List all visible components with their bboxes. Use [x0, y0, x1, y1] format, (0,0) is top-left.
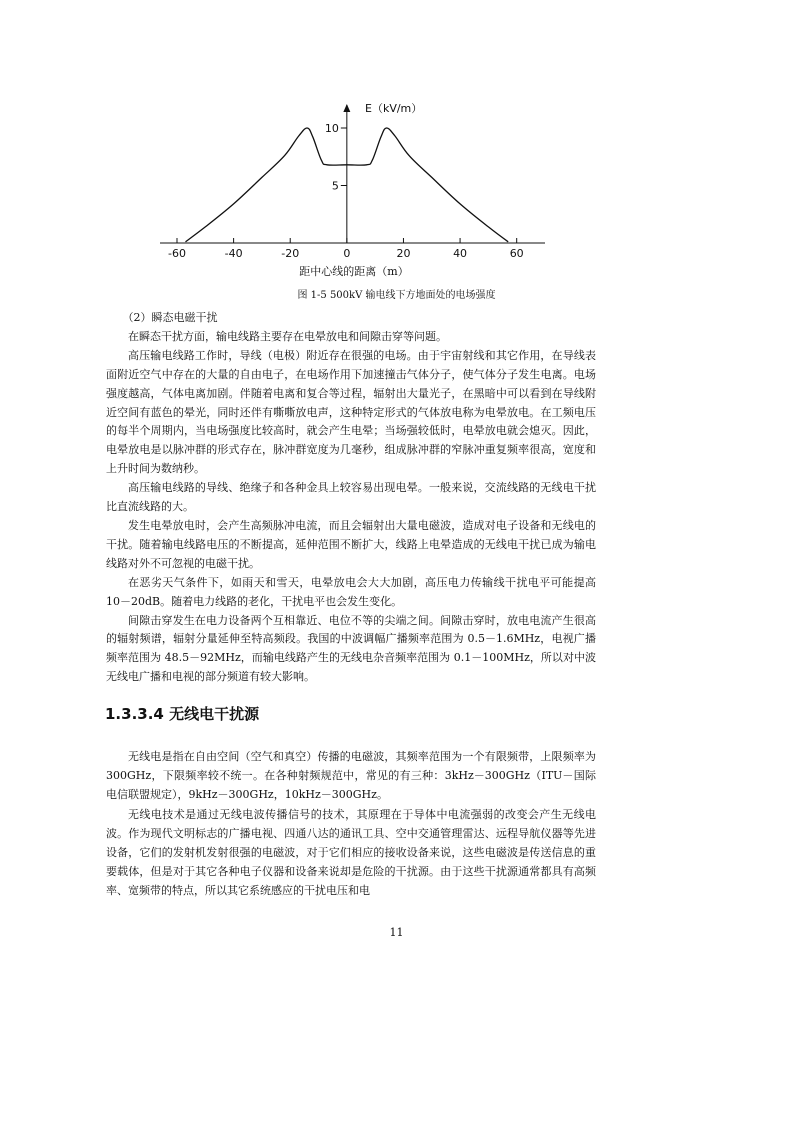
- x-tick-label: 60: [509, 247, 524, 260]
- chart-ticks: [168, 122, 524, 260]
- chart-axes: [160, 104, 545, 243]
- paragraph: 在瞬态干扰方面，输电线路主要存在电晕放电和间隙击穿等问题。: [128, 329, 447, 343]
- paragraph: 无线电是指在自由空间（空气和真空）传播的电磁波，其频率范围为一个有限频带，上限频率为 300GHz，下限频率较不统一。在各种射频规范中，常见的有三种：3kHz－300GHz（ITU－国际电信联盟规定），9kHz－300GHz，10kHz－300GHz。: [106, 750, 596, 802]
- x-axis-label: 距中心线的距离（m）: [299, 265, 409, 278]
- paragraph: 无线电技术是通过无线电波传播信号的技术，其原理在于导体中电流强弱的改变会产生无线电波。作为现代文明标志的广播电视、四通八达的通讯工具、空中交通管理雷达、远程导航仪器等先进设备，它们的发射机发射很强的电磁波，对于它们相应的接收设备来说，这些电磁波是传送信息的重要载体，但是对于其它各种电子仪器和设备来说却是危险的干扰源。由于这些干扰源通常都具有高频率、宽频带的特点，所以其它系统感应的干扰电压和电: [106, 807, 596, 898]
- page-number: 11: [389, 926, 404, 939]
- x-tick-label: 0: [343, 247, 351, 260]
- y-tick-label: 5: [331, 179, 339, 193]
- paragraph: 高压输电线路工作时，导线（电极）附近存在很强的电场。由于宇宙射线和其它作用，在导线表面附近空气中存在的大量的自由电子，在电场作用下加速撞击气体分子，使气体分子发生电离。电场强度越高，气体电离加剧。伴随着电离和复合等过程，辐射出大量光子，在黑暗中可以看到在导线附近空间有蓝色的晕光，同时还伴有嘶嘶放电声，这种特定形式的气体放电称为电晕放电。在工频电压的每半个周期内，当电场强度比较高时，就会产生电晕；当场强较低时，电晕放电就会熄灭。因此，电晕放电是以脉冲群的形式存在，脉冲群宽度为几毫秒，组成脉冲群的窄脉冲重复频率很高，宽度和上升时间为数纳秒。: [106, 348, 596, 476]
- paragraph: 高压输电线路的导线、绝缘子和各种金具上较容易出现电晕。一般来说，交流线路的无线电干扰比直流线路的大。: [106, 481, 596, 514]
- section-transient-interference: [106, 309, 596, 687]
- subheading: （2）瞬态电磁干扰: [122, 311, 218, 324]
- figure-caption: 图 1-5 500kV 输电线下方地面处的电场强度: [297, 290, 496, 301]
- x-tick-label: -60: [168, 247, 186, 260]
- x-tick-label: 40: [453, 247, 468, 260]
- paragraph: 在恶劣天气条件下，如雨天和雪天，电晕放电会大大加剧，高压电力传输线干扰电平可能提高 10－20dB。随着电力线路的老化，干扰电平也会发生变化。: [106, 575, 596, 608]
- y-axis-label: E（kV/m）: [365, 102, 423, 115]
- x-tick-label: -40: [224, 247, 243, 260]
- x-tick-label: -20: [281, 247, 300, 260]
- paragraph: 发生电晕放电时，会产生高频脉冲电流，而且会辐射出大量电磁波，造成对电子设备和无线电的干扰。随着输电线路电压的不断提高，延伸范围不断扩大，线路上电晕造成的无线电干扰已成为输电线路对外不可忽视的电磁干扰。: [106, 518, 596, 570]
- section-radio-interference: [106, 747, 596, 901]
- y-tick-label: 10: [324, 122, 339, 135]
- paragraph: 间隙击穿发生在电力设备两个互相靠近、电位不等的尖端之间。间隙击穿时，放电电流产生很高的辐射频谱，辐射分量延伸至特高频段。我国的中波调幅广播频率范围为 0.5－1.6MHz，电视广播频率范围为 48.5－92MHz，而输电线路产生的无线电杂音频率范围为 0.1－100MHz，所以对中波无线电广播和电视的部分频道有较大影响。: [106, 613, 596, 684]
- section-heading: 1.3.3.4 无线电干扰源: [105, 705, 260, 723]
- electric-field-chart: [150, 95, 560, 285]
- x-tick-label: 20: [396, 247, 411, 260]
- y-axis-arrow: [343, 104, 350, 112]
